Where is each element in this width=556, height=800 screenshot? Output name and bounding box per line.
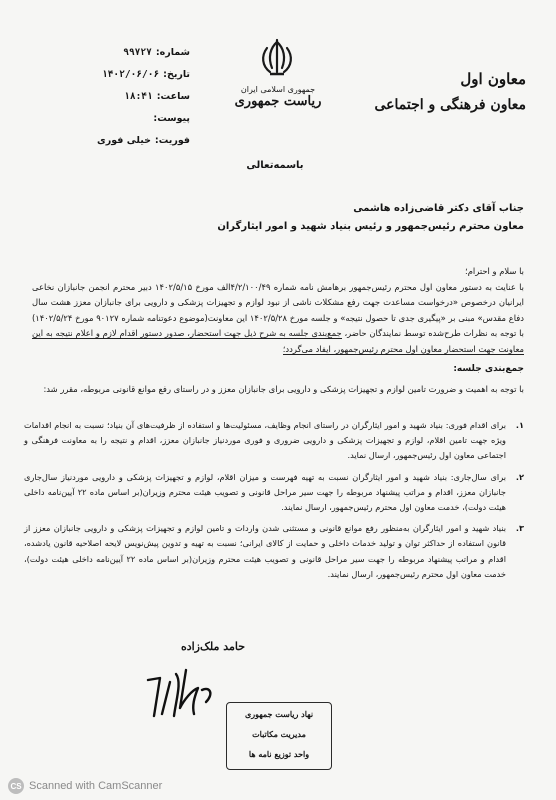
list-item <box>24 470 524 516</box>
letter-meta <box>40 42 190 152</box>
attachment-row <box>40 108 190 130</box>
recipient-name: جناب آقای دکتر قاضی‌زاده هاشمی <box>353 203 524 214</box>
list-item <box>24 521 524 582</box>
item-text: برای سال‌جاری: بنیاد شهید و امور ایثارگران نسبت به تهیه فهرست و میزان اقلام، لوازم و تجهیزات پزشکی و دارویی موردنیاز سال‌جاری جانبازان معزز، اقدام و مراتب پیشنهاد مربوطه را جهت سیر مراحل قانونی و تصویب هیئت محترم وزیران(بر اساس ماده ۲۲ آیین‌نامه داخلی هیئت دولت)، خدمت معاون اول محترم رئیس‌جمهور، ارسال نمایند. <box>24 471 506 513</box>
recipient-block <box>44 200 524 236</box>
office-line-2: معاون فرهنگی و اجتماعی <box>374 97 526 113</box>
number-value: ۹۹۷۲۷ <box>123 47 152 58</box>
urgency-value: خیلی فوری <box>97 135 151 146</box>
summary-items <box>24 418 524 588</box>
letter-date-row <box>40 64 190 86</box>
item-number: ۳. <box>515 523 524 534</box>
body-paragraph <box>32 280 524 358</box>
item-text: بنیاد شهید و امور ایثارگران به‌منظور رفع موانع قانونی و مستثنی شدن واردات و تامین لوازم و تجهیزات پزشکی و دارویی جانبازان معزز از قانون استفاده از حداکثر توان و تولید خدمات داخلی و حمایت از کالای ایرانی؛ نسبت به تهیه و تدوین پیش‌نویس لایحه اصلاحیه قانون یادشده، اقدام و مراتب پیشنهاد مربوطه را جهت سیر مراحل قانونی و تصویب هیئت محترم وزیران(بر اساس ماده ۲۲ آیین‌نامه داخلی هیئت دولت)، خدمت معاون اول محترم رئیس‌جمهور، ارسال نمایند. <box>24 523 506 579</box>
institution-subtitle: جمهوری اسلامی ایران <box>240 85 316 94</box>
scanner-watermark <box>8 778 162 794</box>
number-label: شماره: <box>155 47 190 58</box>
letter-body <box>32 264 524 358</box>
institution-title <box>228 84 328 108</box>
institution-name: ریاست جمهوری <box>234 94 322 109</box>
distribution-stamp <box>226 702 332 770</box>
office-heading <box>356 66 526 118</box>
office-line-1: معاون اول <box>460 70 526 88</box>
attachment-label: پیوست: <box>153 113 190 124</box>
stamp-line-1: نهاد ریاست جمهوری <box>244 709 314 719</box>
date-value: ۱۴۰۲/۰۶/۰۶ <box>101 69 160 80</box>
letter-number-row <box>40 42 190 64</box>
urgency-row <box>40 130 190 152</box>
greeting: با سلام و احترام؛ <box>465 266 524 276</box>
signer-name: حامد ملک‌زاده <box>180 640 246 653</box>
urgency-label: فوریت: <box>154 135 190 146</box>
time-value: ۱۸:۴۱ <box>124 91 153 102</box>
date-label: تاریخ: <box>163 69 190 80</box>
salutation: باسمه‌تعالی <box>246 160 304 171</box>
time-label: ساعت: <box>156 91 190 102</box>
iran-emblem-icon <box>256 36 298 82</box>
item-text: برای اقدام فوری: بنیاد شهید و امور ایثارگران در راستای انجام وظایف، مسئولیت‌ها و استفاده از ظرفیت‌های آن بنیاد؛ نسبت به انجام اقدامات ویژه جهت تامین اقلام، لوازم و تجهیزات پزشکی و دارویی ضروری و فوری موردنیاز جانبازان معزز، اقدام و نتیجه را به معاونت فرهنگی و اجتماعی معاون اول رئیس‌جمهور، ارسال نماید. <box>24 420 506 461</box>
stamp-line-2: مدیریت مکاتبات <box>252 729 306 739</box>
body-paragraph-text: با عنایت به دستور معاون اول محترم رئیس‌جمهور برهامش نامه شماره ۴/۲/۱۰۰/۴۹الف مورخ ۱۴۰۲/۵/۱۵ دبیر محترم انجمن جانبازان نخاعی ایرانیان درخصوص «درخواست مساعدت جهت رفع مشکلات ناشی از نبود لوازم و تجهیزات پزشکی و دارویی برای جانبازان معزز هشت سال دفاع مقدس» مبنی بر «پیگیری جدی تا حصول نتیجه» و جلسه مورخ ۱۴۰۲/۵/۲۸ این معاونت(موضوع دعوتنامه شماره ۹۰۱۲۷ مورخ ۱۴۰۲/۵/۲۴) با توجه به نظرات طرح‌شده توسط نمایندگان حاضر، <box>32 281 525 339</box>
list-item <box>24 418 524 464</box>
signature-icon <box>140 660 240 724</box>
letter-time-row <box>40 86 190 108</box>
stamp-line-3: واحد توزیع نامه ها <box>248 749 310 759</box>
summary-intro: با توجه به اهمیت و ضرورت تامین لوازم و تجهیزات پزشکی و دارویی برای جانبازان معزز و در راستای رفع موانع قانونی مربوطه، مقرر شد: <box>43 384 524 394</box>
camscanner-logo-icon: CS <box>8 778 24 794</box>
scanner-text: Scanned with CamScanner <box>29 780 163 792</box>
summary-heading: جمع‌بندی جلسه: <box>453 364 524 374</box>
item-number: ۲. <box>515 471 524 482</box>
item-number: ۱. <box>515 420 524 430</box>
body-underlined-text: جمع‌بندی جلسه به شرح ذیل جهت استحضار، صدور دستور اقدام لازم و اعلام نتیجه به این معاونت جهت استحضار معاون اول محترم رئیس‌جمهور، ایفاد می‌گردد؛ <box>32 328 524 354</box>
recipient-title: معاون محترم رئیس‌جمهور و رئیس بنیاد شهید و امور ایثارگران <box>217 221 524 232</box>
